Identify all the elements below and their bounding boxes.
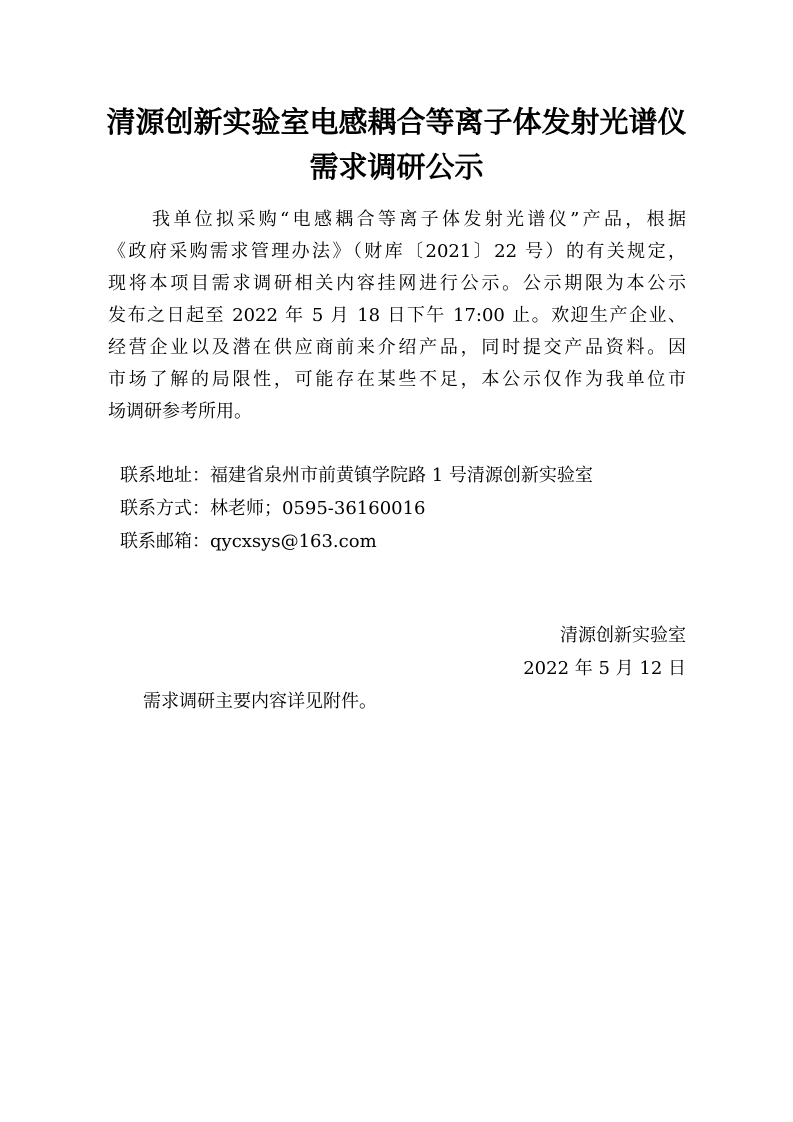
body-line-3: 现将本项目需求调研相关内容挂网进行公示。公示期限为本公示: [108, 273, 686, 294]
body-line-6: 市场了解的局限性，可能存在某些不足，本公示仅作为我单位市: [108, 369, 686, 390]
body-line-4: 发布之日起至 2022 年 5 月 18 日下午 17:00 止。欢迎生产企业、: [108, 305, 686, 326]
contact-phone: 联系方式：林老师；0595-36160016: [120, 498, 426, 519]
contact-address: 联系地址：福建省泉州市前黄镇学院路 1 号清源创新实验室: [120, 465, 593, 486]
document-title-line-2: 需求调研公示: [309, 150, 484, 184]
document-title-line-1: 清源创新实验室电感耦合等离子体发射光谱仪: [106, 105, 687, 139]
body-line-7: 场调研参考所用。: [108, 401, 252, 422]
body-line-2: 《政府采购需求管理办法》（财库〔2021〕22 号）的有关规定，: [108, 241, 686, 262]
contact-email: 联系邮箱：qycxsys@163.com: [120, 531, 377, 552]
signature-organization: 清源创新实验室: [560, 625, 686, 646]
body-line-5: 经营企业以及潜在供应商前来介绍产品，同时提交产品资料。因: [108, 337, 686, 358]
attachment-note: 需求调研主要内容详见附件。: [143, 691, 377, 712]
body-line-1: 我单位拟采购“电感耦合等离子体发射光谱仪”产品，根据: [152, 209, 686, 230]
signature-date: 2022 年 5 月 12 日: [523, 658, 686, 679]
